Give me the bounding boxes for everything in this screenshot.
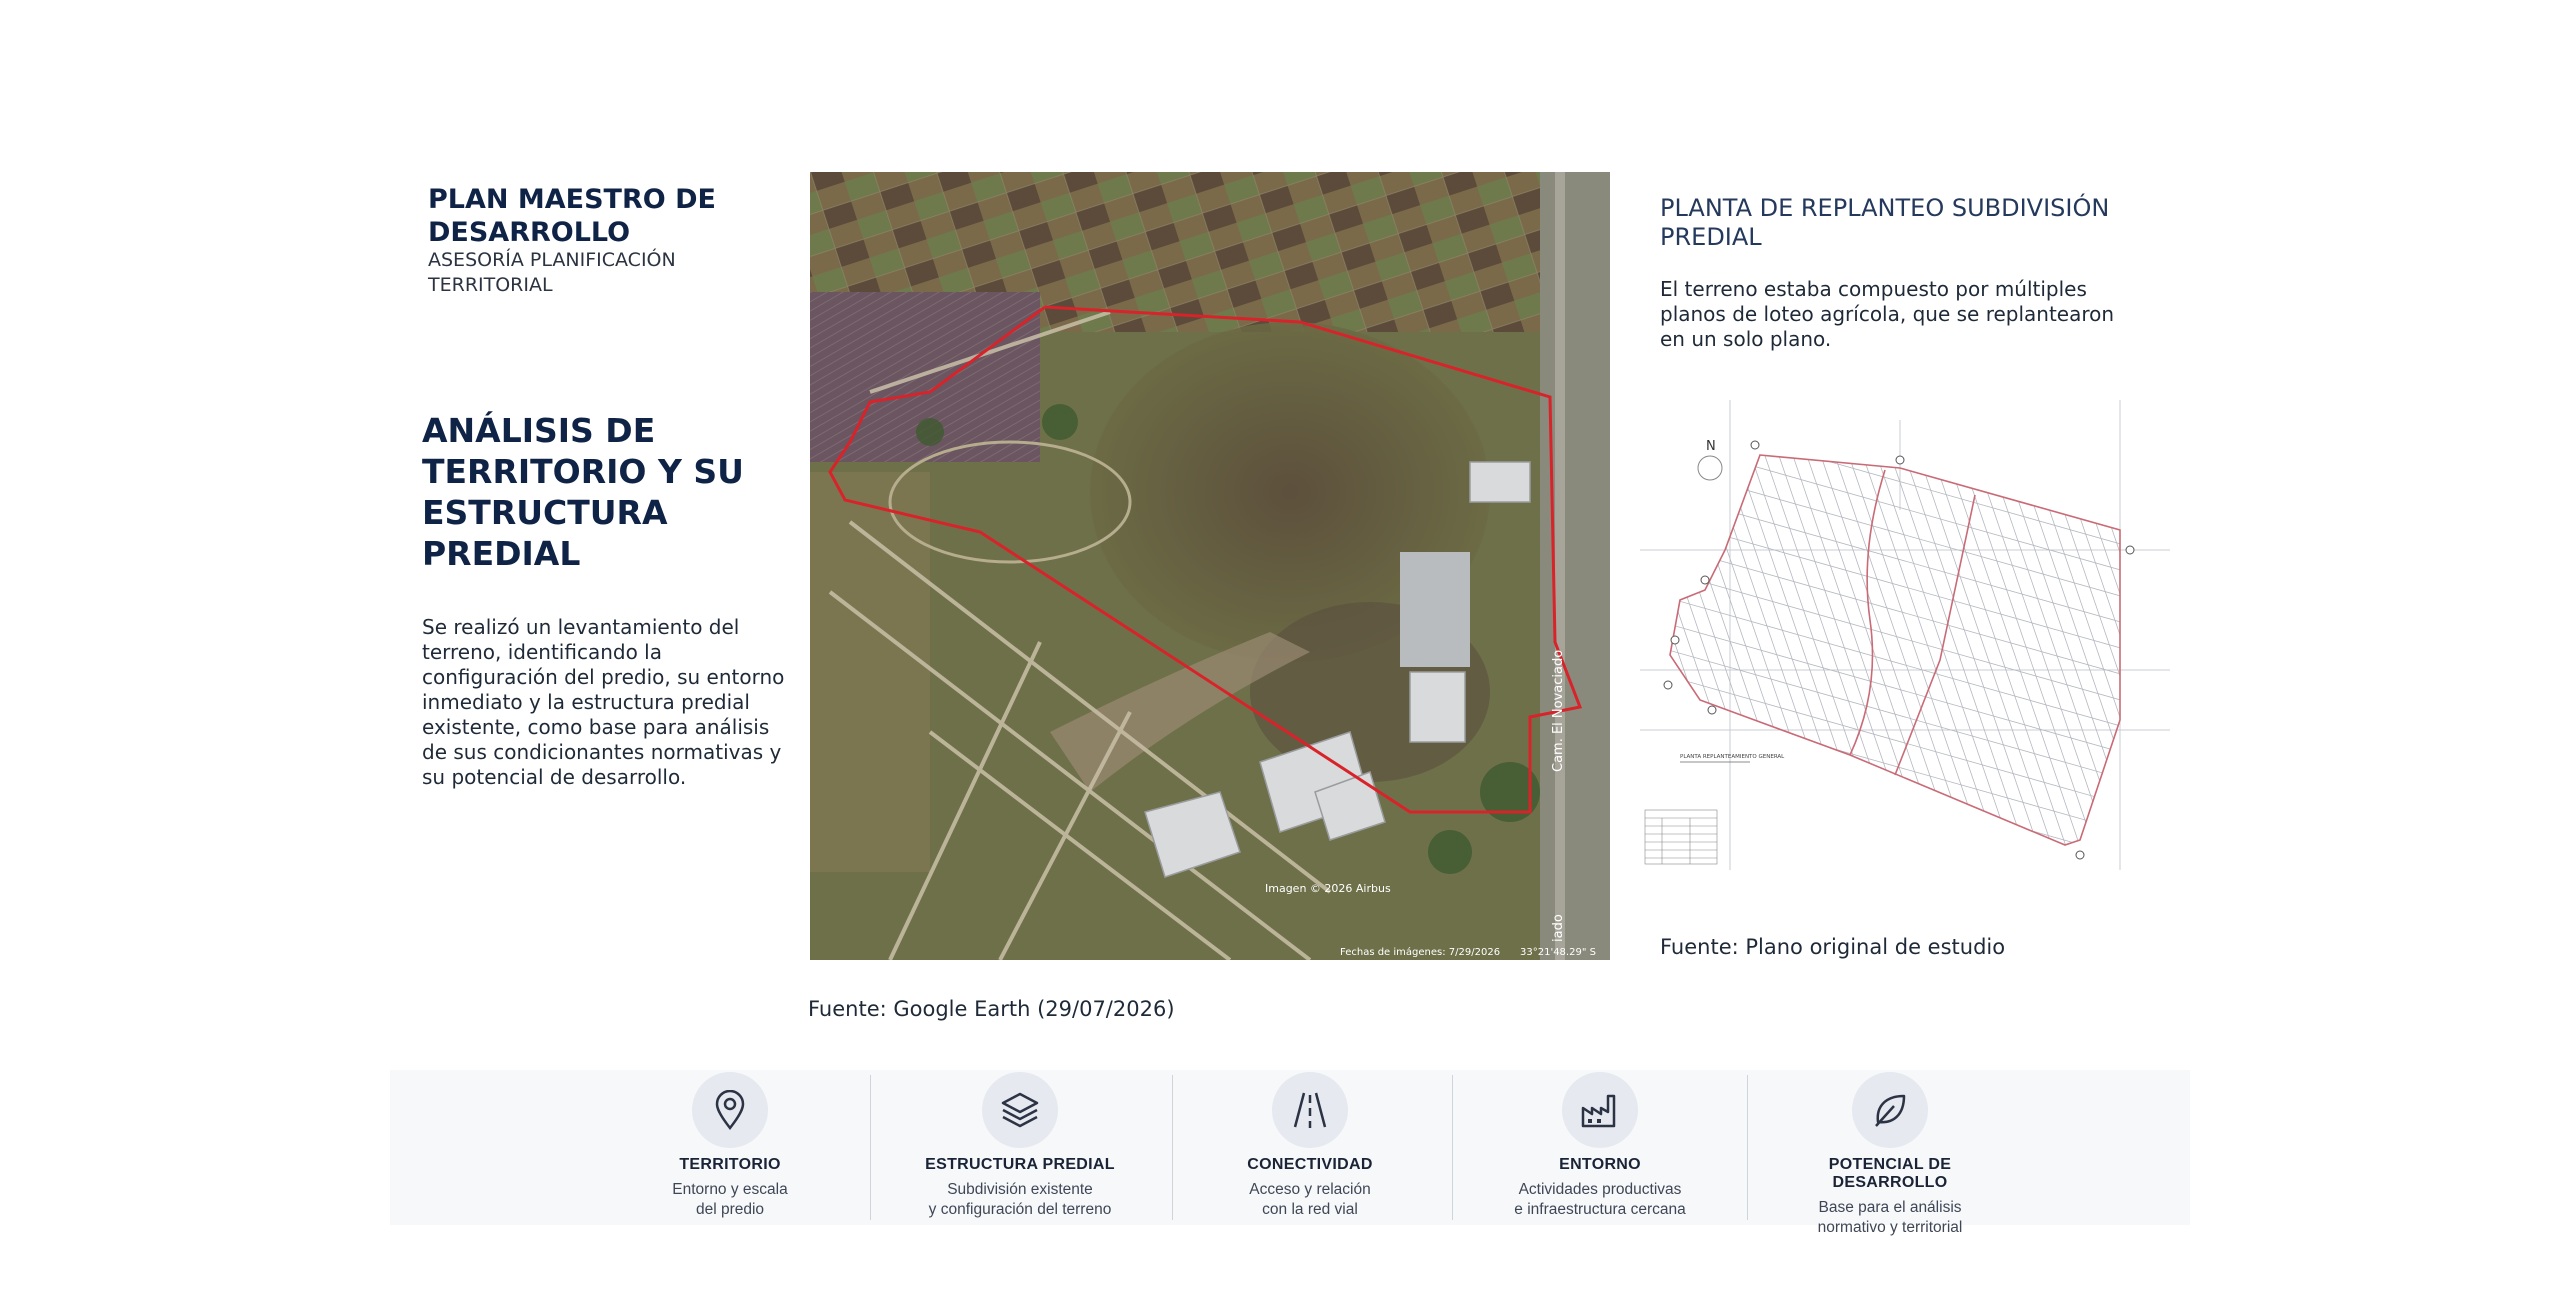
intro-paragraph: Se realizó un levantamiento del terreno, identificando la configuración del predio, su entorno inmediato y la estructura predial existente, como base para análisis de sus condicionantes normativas y su potencial de desarrollo. — [422, 615, 785, 789]
feature-desc-line1: Actividades productivas — [1518, 1181, 1682, 1198]
feature-potencial-desarrollo — [1770, 1072, 2010, 1238]
road-label: Cam. El Novaciado — [1551, 649, 1566, 772]
feature-desc-line1: Acceso y relación — [1249, 1181, 1371, 1198]
factory-icon — [1562, 1072, 1638, 1148]
subdivision-plan-drawing — [1640, 400, 2170, 870]
feature-conectividad — [1210, 1072, 1410, 1220]
feature-title: ENTORNO — [1559, 1156, 1641, 1173]
feature-title: ESTRUCTURA PREDIAL — [925, 1156, 1115, 1173]
layers-icon — [982, 1072, 1058, 1148]
feature-desc-line2: del predio — [695, 1201, 765, 1218]
plan-description: El terreno estaba compuesto por múltiples planos de loteo agrícola, que se replantearon en un solo plano. — [1660, 277, 2115, 351]
feature-divider — [1172, 1075, 1173, 1220]
imagery-date: Fechas de imágenes: 7/29/2026 — [1340, 947, 1501, 958]
feature-entorno — [1490, 1072, 1710, 1220]
brand-subtitle: ASESORÍA PLANIFICACIÓN TERRITORIAL — [428, 249, 676, 296]
feature-desc-line1: Entorno y escala — [672, 1181, 788, 1198]
satellite-caption: Fuente: Google Earth (29/07/2026) — [808, 997, 1175, 1021]
brand-title: PLAN MAESTRO DE DESARROLLO — [428, 184, 716, 248]
feature-divider — [870, 1075, 871, 1220]
feature-title: POTENCIAL DE DESARROLLO — [1828, 1156, 1952, 1191]
imagery-watermark: Imagen © 2026 Airbus — [1265, 882, 1391, 895]
feature-divider — [1452, 1075, 1453, 1220]
location-pin-icon — [692, 1072, 768, 1148]
feature-title: TERRITORIO — [679, 1156, 781, 1173]
plan-illustration — [1640, 400, 2170, 870]
north-label: N — [1706, 439, 1716, 454]
satellite-illustration — [810, 172, 1610, 960]
feature-desc-line1: Base para el análisis — [1818, 1199, 1962, 1216]
plan-caption: Fuente: Plano original de estudio — [1660, 935, 2006, 959]
feature-desc-line2: con la red vial — [1262, 1201, 1358, 1218]
feature-territorio — [640, 1072, 820, 1220]
satellite-image — [810, 172, 1610, 960]
imagery-coordinates: 33°21'48.29" S — [1520, 947, 1596, 958]
feature-desc-line2: y configuración del terreno — [928, 1201, 1112, 1218]
feature-estructura-predial — [900, 1072, 1140, 1220]
leaf-icon — [1852, 1072, 1928, 1148]
feature-desc-line1: Subdivisión existente — [947, 1181, 1093, 1198]
plan-drawing-label: PLANTA REPLANTEAMIENTO GENERAL — [1680, 754, 1785, 760]
feature-desc-line2: normativo y territorial — [1817, 1219, 1963, 1236]
feature-desc-line2: e infraestructura cercana — [1514, 1201, 1686, 1218]
road-icon — [1272, 1072, 1348, 1148]
road-label-bottom: iado — [1551, 914, 1566, 942]
feature-title: CONECTIVIDAD — [1247, 1156, 1373, 1173]
feature-divider — [1747, 1075, 1748, 1220]
section-heading: ANÁLISIS DE TERRITORIO Y SU ESTRUCTURA PREDIAL — [422, 411, 744, 573]
plan-title: PLANTA DE REPLANTEO SUBDIVISIÓN PREDIAL — [1660, 194, 2110, 251]
